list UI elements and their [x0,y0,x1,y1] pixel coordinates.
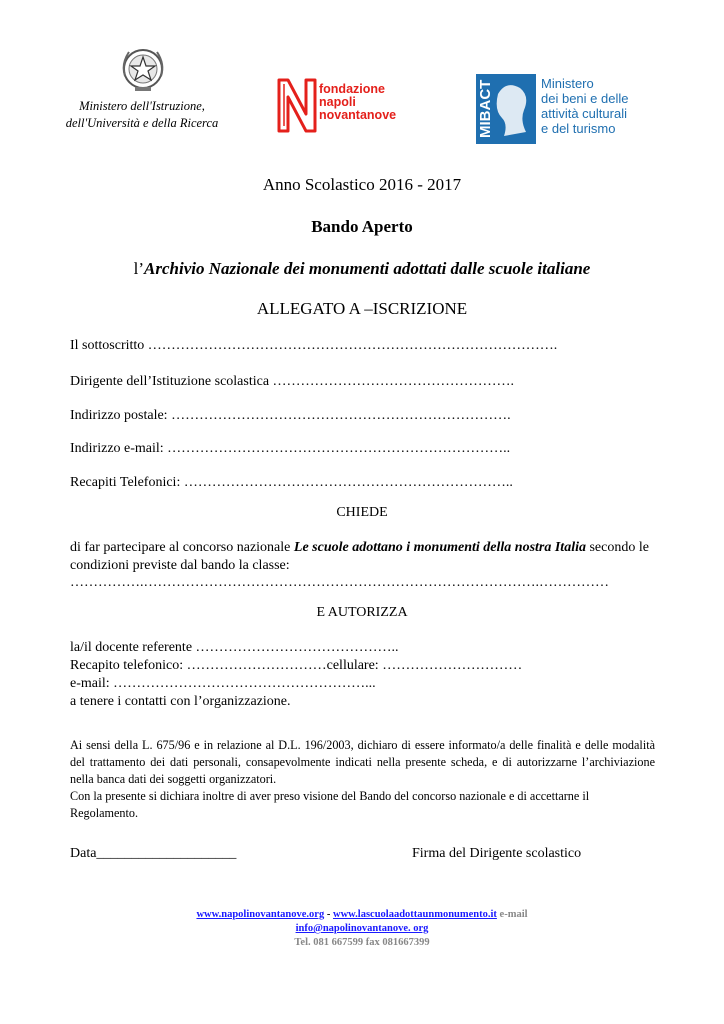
field-classe[interactable]: …………….………………………………………………………………………….…………… [70,575,609,590]
field-dirigente[interactable]: Dirigente dell’Istituzione scolastica ……………………………………………. [70,374,515,389]
archivio-heading: l’Archivio Nazionale dei monumenti adottati dalle scuole italiane [133,259,591,278]
svg-text:MIBACT: MIBACT [477,79,494,138]
footer-email-link[interactable]: info@napolinovantanove. org [295,923,429,934]
field-recapito-cellulare[interactable]: Recapito telefonico: …………………………cellulare: ………………………… [70,658,523,673]
footer: www.napolinovantanove.org - www.lascuolaadottaunmonumento.it e-mail info@napolinovantanove. org Tel. 081 667599 fax 081667399 [0,908,724,950]
field-indirizzo-email[interactable]: Indirizzo e-mail: ……………………………………………………………….. [70,441,511,456]
ministero-istruzione-logo: Ministero dell'Istruzione, dell'Università e della Ricerca [65,99,219,130]
bando-heading: Bando Aperto [311,217,413,236]
firma-label: Firma del Dirigente scolastico [412,846,582,861]
footer-link-napolinovantanove[interactable]: www.napolinovantanove.org [196,909,325,920]
autorizza-heading: E AUTORIZZA [316,605,408,620]
mibact-logo-icon [476,74,536,149]
footer-telephone: Tel. 081 667599 fax 081667399 [294,937,430,948]
fondazione-n-icon [276,76,318,139]
field-sottoscritto[interactable]: Il sottoscritto ……………………………………………………………………………. [70,338,558,353]
field-data[interactable]: Data____________________ [70,846,237,861]
school-year-heading: Anno Scolastico 2016 - 2017 [262,175,462,194]
privacy-paragraph: Ai sensi della L. 675/96 e in relazione al D.L. 196/2003, dichiaro di essere informato/a delle finalità e delle modalità del trattamento dei dati personali, consapevolmente indicati nella presente scheda, e di autorizzarne l’archiviazione nella banca dati dei soggetti organizzatori. [70,738,655,786]
footer-link-lascuola[interactable]: www.lascuolaadottaunmonumento.it [332,909,497,920]
italian-emblem-icon [115,40,171,101]
field-docente-email[interactable]: e-mail: ………………………………………………... [70,676,376,691]
field-docente-referente[interactable]: la/il docente referente …………………………………….. [70,640,399,655]
mibact-logo-text: Ministero dei beni e delle attività culturali e del turismo [541,76,629,136]
regolamento-paragraph: Con la presente si dichiara inoltre di aver preso visione del Bando del concorso nazionale e di accettarne il Regolamento. [70,789,590,820]
fondazione-logo-text: fondazione napoli novantanove [319,82,397,122]
chiede-heading: CHIEDE [336,505,388,520]
field-indirizzo-postale[interactable]: Indirizzo postale: ………………………………………………………………. [70,408,511,423]
field-recapiti-telefonici[interactable]: Recapiti Telefonici: …………………………………………………………….. [70,475,513,490]
allegato-heading: ALLEGATO A –ISCRIZIONE [256,299,468,318]
autorizza-note: a tenere i contatti con l’organizzazione. [70,694,291,709]
chiede-paragraph: di far partecipare al concorso nazionale Le scuole adottano i monumenti della nostra Italia secondo le condizioni previste dal bando la classe: [70,540,649,573]
